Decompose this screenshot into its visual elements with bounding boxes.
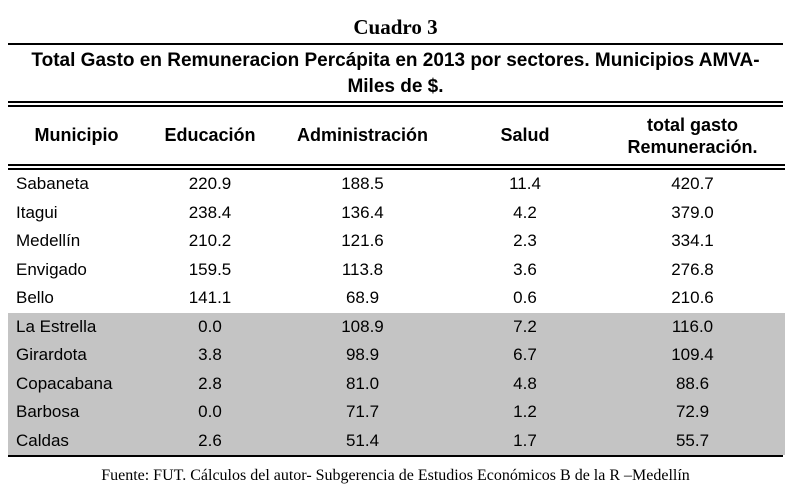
cell-salud: 4.2: [513, 202, 537, 222]
cell-administracion: 51.4: [345, 430, 380, 450]
table-row-copacabana: [8, 370, 785, 399]
subtitle-line-1: Total Gasto en Remuneracion Percápita en 2013 por sectores. Municipios AMVA-: [31, 50, 760, 71]
table-caption: Cuadro 3: [353, 15, 438, 39]
source-note: Fuente: FUT. Cálculos del autor- Subgerencia de Estudios Económicos B de la R –Medellín: [101, 467, 690, 484]
table-row-itagui: [8, 199, 785, 228]
cell-educacion: 2.6: [198, 430, 222, 450]
cell-administracion: 136.4: [341, 202, 384, 222]
cell-salud: 2.3: [513, 231, 537, 251]
cell-municipio: Girardota: [16, 345, 87, 365]
cell-administracion: 81.0: [345, 373, 380, 393]
cell-municipio: Copacabana: [16, 373, 113, 393]
table-row-la-estrella: [8, 313, 785, 342]
cell-salud: 6.7: [513, 345, 537, 365]
cell-educacion: 2.8: [198, 373, 222, 393]
column-header-total-line-2: Remuneración.: [627, 136, 758, 157]
cell-salud: 1.2: [513, 402, 537, 422]
cell-municipio: La Estrella: [16, 316, 97, 336]
cell-municipio: Itagui: [16, 202, 58, 222]
cell-municipio: Sabaneta: [16, 174, 89, 194]
cell-administracion: 71.7: [345, 402, 380, 422]
subtitle-line-2: Miles de $.: [347, 76, 444, 97]
cell-total: 55.7: [675, 430, 710, 450]
table-row-bello: [8, 284, 785, 313]
table-subtitle: [10, 45, 781, 101]
cell-municipio: Envigado: [16, 259, 87, 279]
cell-educacion: 238.4: [188, 202, 232, 222]
column-header-salud: Salud: [500, 125, 550, 145]
cell-salud: 7.2: [513, 316, 537, 336]
table-row-sabaneta: [8, 170, 785, 199]
cell-administracion: 98.9: [345, 345, 380, 365]
cell-educacion: 210.2: [188, 231, 232, 251]
cell-educacion: 220.9: [188, 174, 232, 194]
cell-total: 210.6: [671, 288, 714, 308]
cell-municipio: Medellín: [16, 231, 81, 251]
cell-total: 276.8: [671, 259, 714, 279]
cell-municipio: Bello: [16, 288, 54, 308]
cell-salud: 4.8: [513, 373, 537, 393]
cell-administracion: 68.9: [345, 288, 380, 308]
cell-administracion: 188.5: [341, 174, 384, 194]
table-row-girardota: [8, 341, 785, 370]
cell-educacion: 0.0: [198, 316, 222, 336]
cell-total: 88.6: [675, 373, 710, 393]
table-row-envigado: [8, 256, 785, 285]
column-header-total-line-1: total gasto: [646, 114, 738, 135]
data-table: [8, 107, 785, 455]
table-row-caldas: [8, 427, 785, 456]
table-header-row: [8, 107, 785, 164]
cell-total: 116.0: [671, 316, 714, 336]
cell-educacion: 0.0: [198, 402, 222, 422]
table-bottom-line: [8, 455, 783, 457]
cell-municipio: Caldas: [16, 430, 69, 450]
cell-educacion: 159.5: [188, 259, 232, 279]
cell-administracion: 113.8: [341, 259, 384, 279]
cell-total: 109.4: [671, 345, 714, 365]
cell-salud: 3.6: [513, 259, 537, 279]
table-row-medellin: [8, 227, 785, 256]
cell-administracion: 108.9: [341, 316, 384, 336]
cell-total: 334.1: [671, 231, 714, 251]
column-header-administracion: Administración: [296, 125, 429, 145]
cell-administracion: 121.6: [341, 231, 384, 251]
cell-salud: 0.6: [513, 288, 537, 308]
column-header-total: [600, 114, 785, 158]
cell-total: 379.0: [671, 202, 714, 222]
cell-educacion: 3.8: [198, 345, 222, 365]
cell-salud: 11.4: [509, 174, 541, 194]
table-row-barbosa: [8, 398, 785, 427]
cell-salud: 1.7: [513, 430, 537, 450]
cell-municipio: Barbosa: [16, 402, 80, 422]
cell-total: 420.7: [671, 174, 714, 194]
column-header-educacion: Educación: [164, 125, 256, 145]
column-header-municipio: Municipio: [34, 125, 119, 145]
cell-educacion: 141.1: [188, 288, 232, 308]
cell-total: 72.9: [675, 402, 710, 422]
